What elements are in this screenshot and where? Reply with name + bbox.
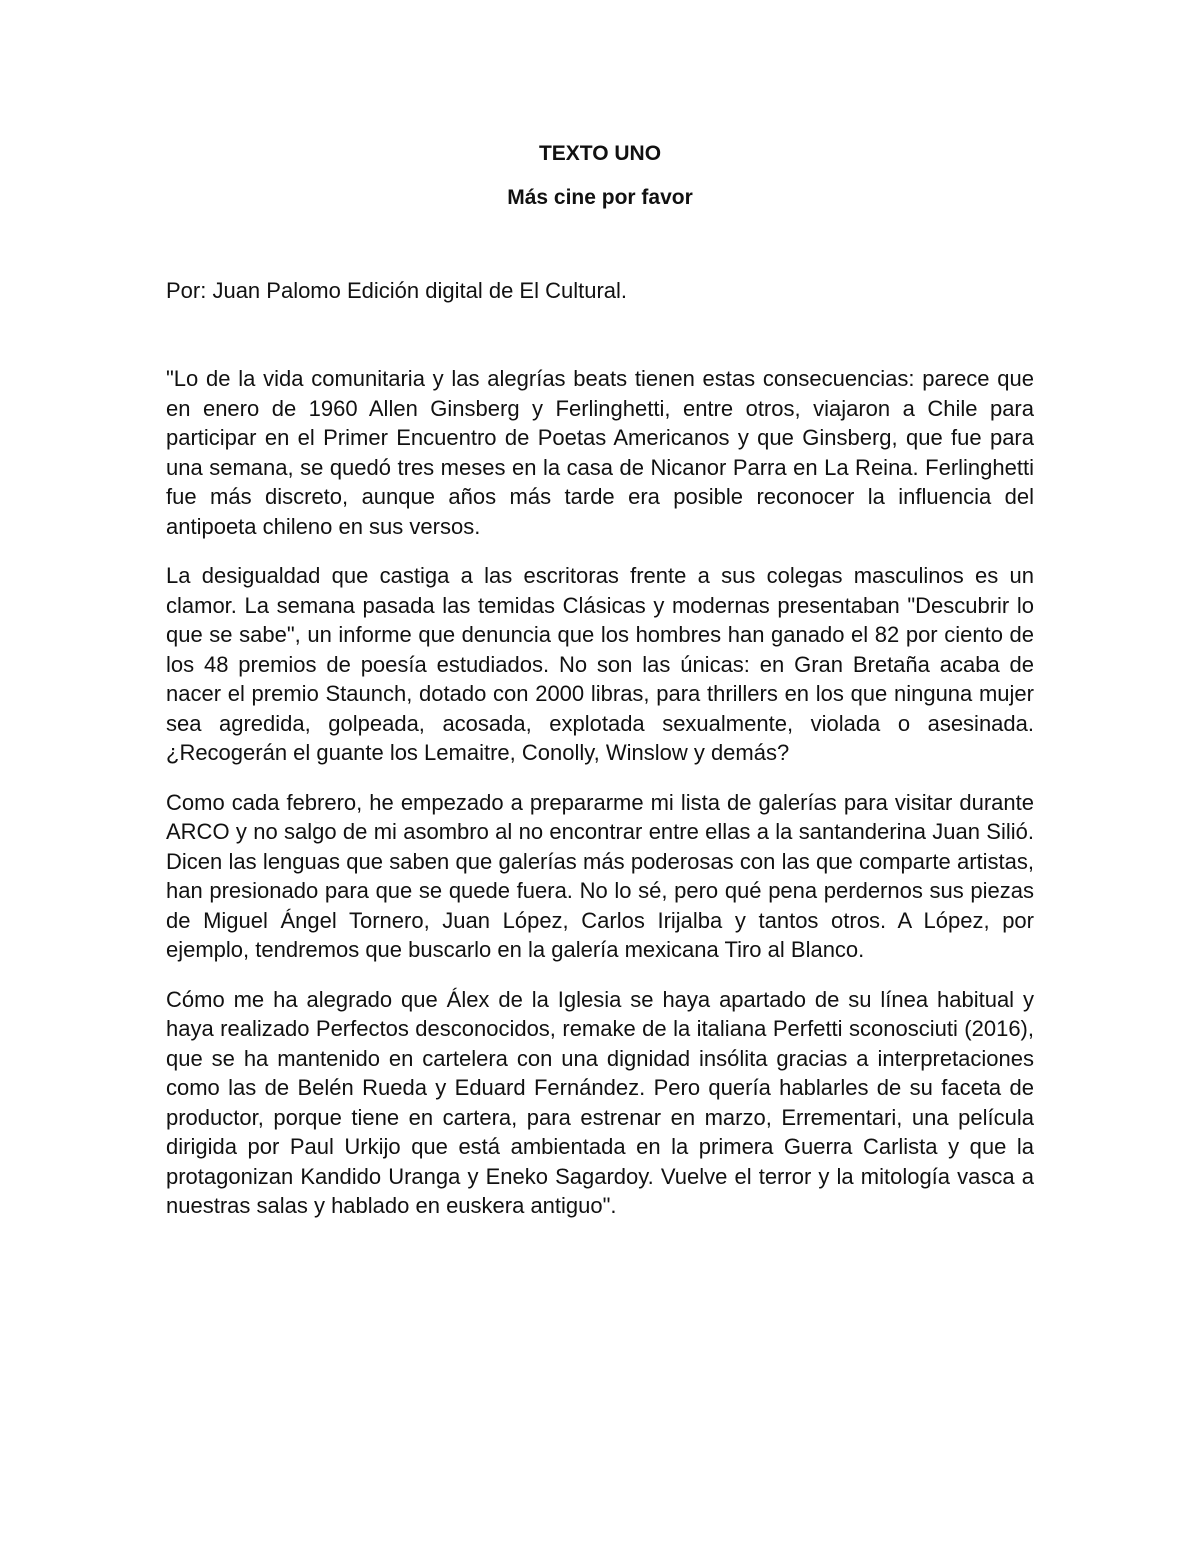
- paragraph-1: "Lo de la vida comunitaria y las alegrías beats tienen estas consecuencias: parece que en enero de 1960 Allen Ginsberg y Ferlinghetti, entre otros, viajaron a Chile para participar en el Primer Encuentro de Poetas Americanos y que Ginsberg, que fue para una semana, se quedó tres meses en la casa de Nicanor Parra en La Reina. Ferlinghetti fue más discreto, aunque años más tarde era posible reconocer la influencia del antipoeta chileno en sus versos.: [166, 366, 1034, 539]
- paragraph-3: Como cada febrero, he empezado a prepararme mi lista de galerías para visitar durante ARCO y no salgo de mi asombro al no encontrar entre ellas a la santanderina Juan Silió. Dicen las lenguas que saben que galerías más poderosas con las que comparte artistas, han presionado para que se quede fuera. No lo sé, pero qué pena perdernos sus piezas de Miguel Ángel Tornero, Juan López, Carlos Irijalba y tantos otros. A López, por ejemplo, tendremos que buscarlo en la galería mexicana Tiro al Blanco.: [166, 789, 1034, 962]
- document-subheading: Más cine por favor: [507, 186, 693, 209]
- paragraph-4: Cómo me ha alegrado que Álex de la Iglesia se haya apartado de su línea habitual y haya realizado Perfectos desconocidos, remake de la italiana Perfetti sconosciuti (2016), que se ha mantenido en cartelera con una dignidad insólita gracias a interpretaciones como las de Belén Rueda y Eduard Fernández. Pero quería hablarles de su faceta de productor, porque tiene en cartera, para estrenar en marzo, Errementari, una película dirigida por Paul Urkijo que está ambientada en la primera Guerra Carlista y que la protagonizan Kandido Uranga y Eneko Sagardoy. Vuelve el terror y la mitología vasca a nuestras salas y hablado en euskera antiguo".: [166, 986, 1034, 1218]
- document-heading: TEXTO UNO: [538, 142, 662, 165]
- paragraph-2: La desigualdad que castiga a las escritoras frente a sus colegas masculinos es un clamor. La semana pasada las temidas Clásicas y modernas presentaban "Descubrir lo que se sabe", un informe que denuncia que los hombres han ganado el 82 por ciento de los 48 premios de poesía estudiados. No son las únicas: en Gran Bretaña acaba de nacer el premio Staunch, dotado con 2000 libras, para thrillers en los que ninguna mujer sea agredida, golpeada, acosada, explotada sexualmente, violada o asesinada. ¿Recogerán el guante los Lemaitre, Conolly, Winslow y demás?: [166, 563, 1034, 765]
- byline: Por: Juan Palomo Edición digital de El Cultural.: [166, 278, 628, 303]
- article-body: [166, 364, 1034, 1241]
